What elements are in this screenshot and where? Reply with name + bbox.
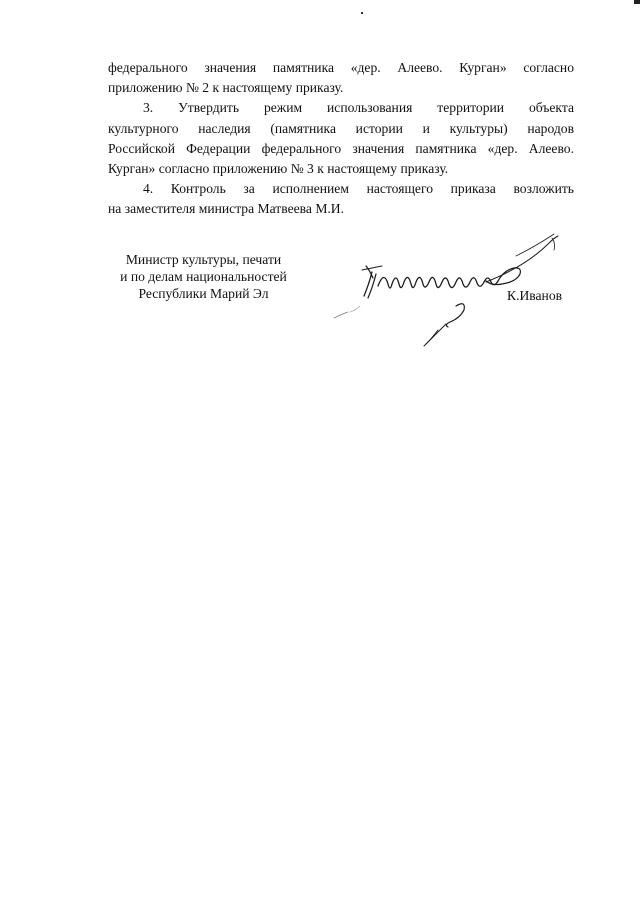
text-line: Курган» согласно приложению № 3 к настоящему приказу.: [108, 161, 449, 177]
text-line: приложению № 2 к настоящему приказу.: [108, 80, 344, 96]
paragraph-continuation: [108, 58, 574, 98]
signatory-position-line: Республики Марий Эл: [138, 286, 269, 301]
scan-speck: [361, 12, 363, 14]
text-line: федерального значения памятника «дер. Алеево. Курган» согласно: [108, 60, 574, 75]
signatory-position-line: и по делам национальностей: [120, 269, 287, 284]
text-line: на заместителя министра Матвеева М.И.: [108, 201, 345, 217]
text-line: Российской Федерации федерального значения памятника «дер. Алеево.: [108, 140, 574, 156]
order-body-text: [108, 58, 574, 220]
text-line: культурного наследия (памятника истории и культуры) народов: [108, 120, 574, 136]
signatory-position: [96, 251, 311, 302]
text-line: 3. Утвердить режим использования территории объекта: [143, 100, 574, 116]
signatory-name: К.Иванов: [507, 288, 563, 303]
paragraph-item-3: [108, 98, 574, 179]
text-line: 4. Контроль за исполнением настоящего приказа возложить: [143, 181, 574, 197]
paragraph-item-4: [108, 179, 574, 219]
signatory-position-line: Министр культуры, печати: [125, 252, 282, 267]
scan-edge-mark: [634, 0, 640, 4]
